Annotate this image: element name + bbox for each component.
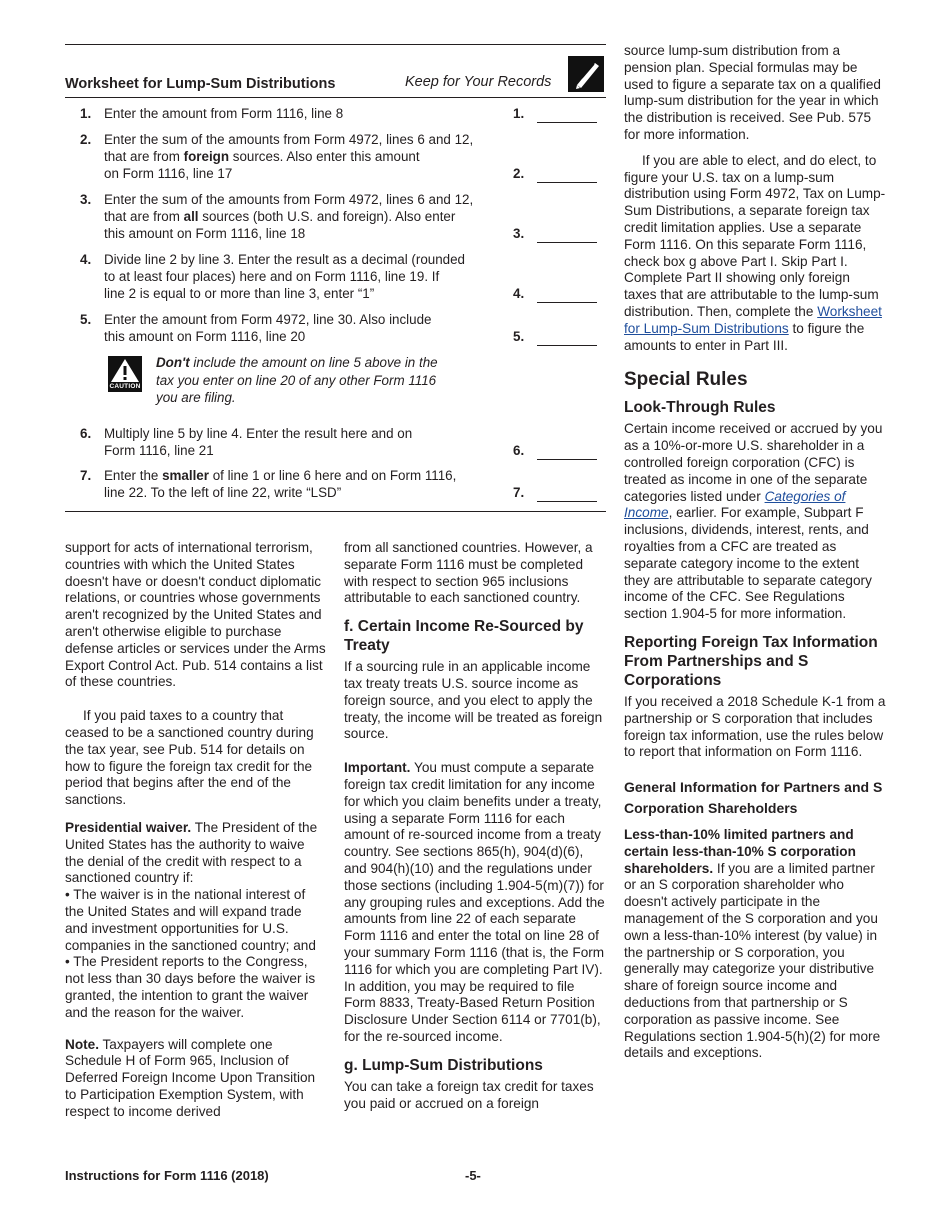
amount-field[interactable] <box>537 122 597 123</box>
column-3 <box>624 43 886 1062</box>
caution-icon-label: CAUTION <box>109 383 141 390</box>
column-1 <box>65 540 327 1121</box>
section-heading-look-through: Look-Through Rules <box>624 399 776 417</box>
row-line: line 22. To the left of line 22, write “LSD” <box>104 484 342 500</box>
paragraph: You can take a foreign tax credit for taxes you paid or accrued on a foreign <box>344 1078 594 1111</box>
row-line: on Form 1116, line 17 <box>104 165 233 181</box>
column-2 <box>344 540 606 1112</box>
paragraph: from all sanctioned countries. However, a separate Form 1116 must be completed with respect to section 965 inclusions attributable to each sanctioned country. <box>344 540 593 606</box>
amount-field[interactable] <box>537 501 597 502</box>
row-label: 5. <box>513 329 525 344</box>
paragraph: support for acts of international terrorism, countries with which the United States doesn't have or doesn't conduct diplomatic relations, or countries whose governments aren't recognized by the United States and aren't otherwise eligible to purchase defense articles or services under the Arms Export Control Act. Pub. 514 contains a list of these countries. <box>65 540 326 690</box>
section-heading-reporting: Reporting Foreign Tax Information From Partnerships and S Corporations <box>624 633 878 689</box>
worksheet-row-7 <box>80 468 610 504</box>
row-number: 6. <box>80 426 92 441</box>
row-text: Enter the amount from Form 1116, line 8 <box>104 106 344 121</box>
amount-field[interactable] <box>537 182 597 183</box>
section-heading-special-rules: Special Rules <box>624 369 748 391</box>
bullet-item: • The waiver is in the national interest of the United States and will expand trade and investment opportunities for U.S. companies in the sanctioned country; and <box>65 887 316 953</box>
row-line: that are from foreign sources. Also enter this amount <box>104 148 420 164</box>
row-line: Enter the sum of the amounts from Form 4972, lines 6 and 12, <box>104 192 474 207</box>
section-heading-g: g. Lump-Sum Distributions <box>344 1056 543 1074</box>
categories-of-income-link[interactable]: Categories of Income <box>624 488 846 521</box>
worksheet-header-rule <box>65 97 606 98</box>
worksheet-row-3 <box>80 192 610 244</box>
paragraph: If you are able to elect, and do elect, to figure your U.S. tax on a lump-sum distribution using Form 4972, Tax on Lump-Sum Distributions, a separate foreign tax credit limitation applies. Use a separate Form 1116. On this separate Form 1116, check box g above Part I. Skip Part I. Complete Part II showing only foreign taxes that are attributable to the lump-sum distribution. Then, complete the Worksheet for Lump-Sum Distributions to figure the amounts to enter in Part III. <box>624 152 886 353</box>
row-line: Enter the sum of the amounts from Form 4972, lines 6 and 12, <box>104 132 474 147</box>
worksheet-bottom-rule <box>65 511 606 512</box>
row-label: 4. <box>513 286 525 301</box>
row-label: 6. <box>513 443 525 458</box>
paragraph: If a sourcing rule in an applicable income tax treaty treats U.S. source income as foreign source, and you elect to apply the treaty, the income will be treated as foreign source. <box>344 659 603 742</box>
row-line: Divide line 2 by line 3. Enter the result as a decimal (rounded <box>104 252 465 267</box>
row-line: to at least four places) here and on Form 1116, line 19. If <box>104 268 440 284</box>
paragraph: If you received a 2018 Schedule K-1 from a partnership or S corporation that includes foreign tax information, use the rules below to report that information on Form 1116. <box>624 693 886 760</box>
row-line: Form 1116, line 21 <box>104 442 214 458</box>
row-text <box>104 426 494 460</box>
worksheet-row-2 <box>80 132 610 184</box>
caution-text: Don't include the amount on line 5 above in the tax you enter on line 20 of any other Form 1116 you are filing. <box>156 355 438 405</box>
paragraph: Less-than-10% limited partners and certain less-than-10% S corporation shareholders. If you are a limited partner or an S corporation shareholder who doesn't actively participate in the management of the S corporation and you own a less-than-10% interest (by value) in the partnership or S corporation, you generally may categorize your distributive share of foreign source income and deductions from that partnership or S corporation as passive income. See Regulations section 1.904-5(h)(2) for more details and exceptions. <box>624 827 881 1061</box>
row-line: Enter the amount from Form 4972, line 30. Also include <box>104 312 432 327</box>
worksheet-top-rule <box>65 44 606 45</box>
row-line: Enter the smaller of line 1 or line 6 here and on Form 1116, <box>104 468 457 483</box>
row-line: line 2 is equal to or more than line 3, enter “1” <box>104 285 375 301</box>
section-heading-f: f. Certain Income Re-Sourced by Treaty <box>344 618 584 655</box>
row-number: 3. <box>80 192 92 207</box>
paragraph: If you paid taxes to a country that ceased to be a sanctioned country during the tax year, see Pub. 514 for details on how to figure the foreign tax credit for the period that begins after the end of the sanctions. <box>65 708 314 808</box>
row-line: this amount on Form 1116, line 18 <box>104 225 306 241</box>
row-label: 2. <box>513 166 525 181</box>
amount-field[interactable] <box>537 459 597 460</box>
row-number: 5. <box>80 312 92 327</box>
paragraph: Important. You must compute a separate foreign tax credit limitation for any income for which you claim benefits under a treaty, using a separate Form 1116 for each amount of re-sourced income from a treaty country. See sections 865(h), 904(d)(6), and 904(h)(10) and the regulations under those sections (including 1.904-5(m)(7)) for any grouping rules and exceptions. Add the amounts from line 22 of each separate Form 1116 and enter the total on line 28 of your summary Form 1116 (that is, the Form 1116 for which you are completing Part IV). In addition, you may be required to file Form 8833, Treaty-Based Return Position Disclosure Under Section 6114 or 7701(b), for the re-sourced income. <box>344 760 605 1044</box>
worksheet-keep-note: Keep for Your Records <box>405 74 552 90</box>
worksheet-link[interactable]: Worksheet for Lump-Sum Distributions <box>624 303 882 336</box>
row-label: 7. <box>513 485 525 500</box>
paragraph: source lump-sum distribution from a pension plan. Special formulas may be used to figure a separate tax on a qualified lump-sum distribution for the year in which the distribution is received. See Pub. 575 for more information. <box>624 43 881 142</box>
worksheet-row-4 <box>80 252 610 304</box>
paragraph: Note. Taxpayers will complete one Schedule H of Form 965, Inclusion of Deferred Foreign Income Upon Transition to Participation Exemption System, with respect to income derived <box>65 1036 316 1119</box>
footer-form-title: Instructions for Form 1116 (2018) <box>65 1168 269 1183</box>
paragraph: Presidential waiver. The President of the United States has the authority to waive the denial of the credit with respect to a sanctioned country if: <box>65 819 318 886</box>
pencil-icon <box>568 56 604 92</box>
worksheet-row-5 <box>80 312 610 348</box>
amount-field[interactable] <box>537 242 597 243</box>
row-text <box>104 252 494 302</box>
worksheet-row-6 <box>80 426 610 462</box>
row-label: 3. <box>513 226 525 241</box>
paragraph: Certain income received or accrued by you as a 10%-or-more U.S. shareholder in a controlled foreign corporation (CFC) is treated as income in one of the separate categories listed under Categories of Income, earlier. For example, Subpart F inclusions, dividends, interest, rents, and royalties from a CFC are treated as separate category income to the extent they are attributable to separate category income of the CFC. See Regulations section 1.904-5 for more information. <box>624 421 883 622</box>
row-number: 1. <box>80 106 92 121</box>
caution-icon <box>108 356 142 392</box>
page-number: -5- <box>465 1168 481 1183</box>
section-heading-general-info: General Information for Partners and S Corporation Shareholders <box>624 779 883 817</box>
worksheet-row-1 <box>80 106 610 126</box>
row-line: this amount on Form 1116, line 20 <box>104 328 306 344</box>
worksheet-title: Worksheet for Lump-Sum Distributions <box>65 76 336 92</box>
row-number: 4. <box>80 252 92 267</box>
row-line: Multiply line 5 by line 4. Enter the result here and on <box>104 426 413 441</box>
row-text <box>104 192 494 242</box>
row-number: 2. <box>80 132 92 147</box>
row-line: that are from all sources (both U.S. and foreign). Also enter <box>104 208 456 224</box>
row-text <box>104 132 494 182</box>
row-number: 7. <box>80 468 92 483</box>
row-text <box>104 312 494 346</box>
amount-field[interactable] <box>537 302 597 303</box>
bullet-item: • The President reports to the Congress, not less than 30 days before the waiver is granted, the intention to grant the waiver and the reason for the waiver. <box>65 954 316 1020</box>
row-label: 1. <box>513 106 525 121</box>
row-text <box>104 468 494 502</box>
amount-field[interactable] <box>537 345 597 346</box>
